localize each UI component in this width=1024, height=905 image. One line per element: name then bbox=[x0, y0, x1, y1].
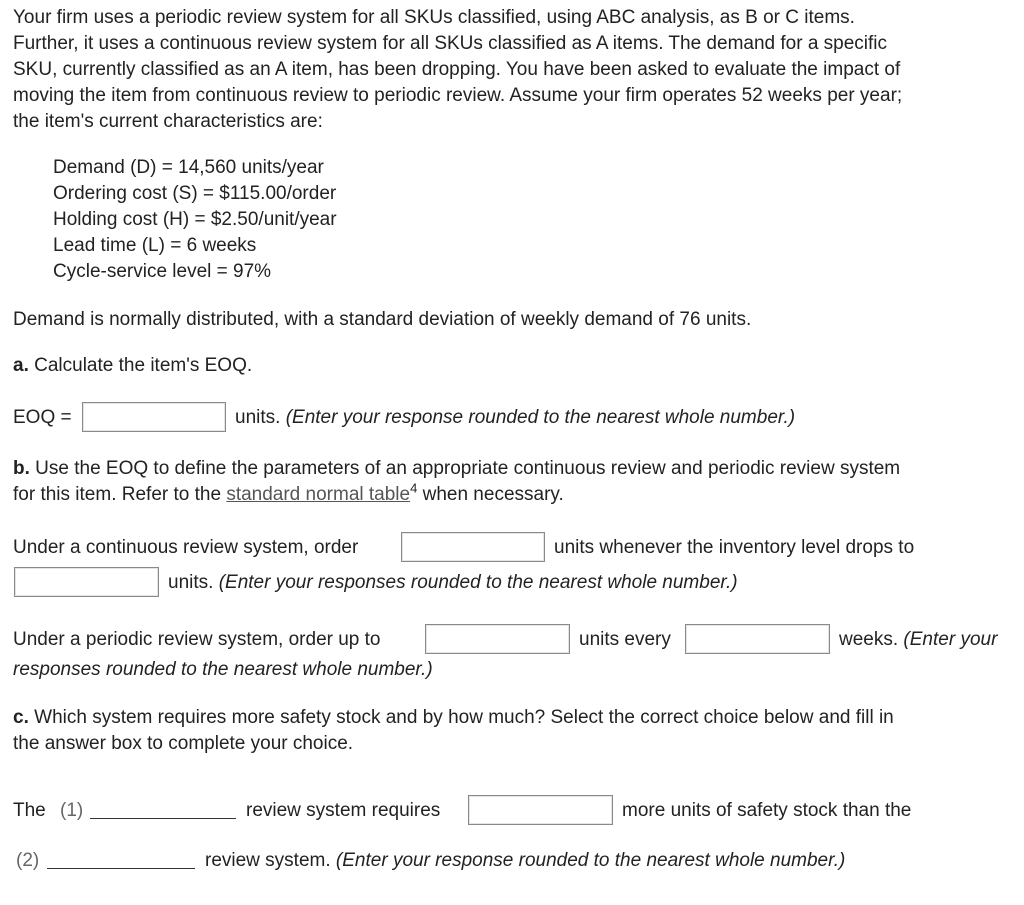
eoq-units-line bbox=[235, 405, 795, 431]
continuous-prefix: Under a continuous review system, order bbox=[13, 537, 359, 558]
param-lead-time: Lead time (L) = 6 weeks bbox=[53, 235, 257, 256]
intro-line: SKU, currently classified as an A item, has been dropping. You have been asked to evaluate the impact of bbox=[13, 59, 901, 80]
intro-line: Further, it uses a continuous review system for all SKUs classified as A items. The demand for a specific bbox=[13, 33, 888, 54]
distribution-text: Demand is normally distributed, with a standard deviation of weekly demand of 76 units. bbox=[13, 309, 752, 330]
part-b-line2-prefix: for this item. Refer to the bbox=[13, 484, 227, 505]
periodic-hint-line2 bbox=[13, 657, 433, 683]
eoq-input[interactable] bbox=[82, 402, 226, 432]
standard-normal-table-link[interactable]: standard normal table bbox=[226, 484, 411, 505]
periodic-hint-1: (Enter your bbox=[903, 629, 998, 650]
review-system-line bbox=[205, 848, 845, 874]
dropdown-2-number: (2) bbox=[16, 850, 40, 871]
system-dropdown-2[interactable] bbox=[47, 868, 195, 869]
part-b-line1: Use the EOQ to define the parameters of an appropriate continuous review and periodic review system bbox=[29, 458, 901, 479]
periodic-suffix: weeks. bbox=[839, 629, 899, 650]
more-units-text: more units of safety stock than the bbox=[622, 800, 912, 821]
part-b-line2 bbox=[13, 482, 564, 508]
periodic-mid: units every bbox=[579, 629, 671, 650]
part-a-question bbox=[13, 353, 252, 379]
review-interval-input[interactable] bbox=[685, 624, 830, 654]
part-c-question bbox=[13, 705, 894, 731]
param-holding-cost: Holding cost (H) = $2.50/unit/year bbox=[53, 209, 337, 230]
part-b-question bbox=[13, 456, 900, 482]
eoq-units-text: units. bbox=[235, 407, 281, 428]
periodic-prefix: Under a periodic review system, order up to bbox=[13, 629, 381, 650]
continuous-units-line bbox=[168, 570, 738, 596]
part-a-text: Calculate the item's EOQ. bbox=[28, 355, 253, 376]
review-system-text: review system. bbox=[205, 850, 331, 871]
param-ordering-cost: Ordering cost (S) = $115.00/order bbox=[53, 183, 337, 204]
part-b-line2-suffix: when necessary. bbox=[417, 484, 564, 505]
eoq-label: EOQ = bbox=[13, 407, 72, 428]
safety-stock-difference-input[interactable] bbox=[468, 795, 613, 825]
param-demand: Demand (D) = 14,560 units/year bbox=[53, 157, 324, 178]
eoq-hint: (Enter your response rounded to the nearest whole number.) bbox=[285, 407, 796, 428]
problem-intro bbox=[13, 5, 1013, 135]
system-dropdown-1[interactable] bbox=[90, 818, 236, 819]
dropdown-1-number: (1) bbox=[60, 800, 84, 821]
part-c-line1: Which system requires more safety stock and by how much? Select the correct choice below and fill in bbox=[28, 707, 894, 728]
order-quantity-input[interactable] bbox=[401, 532, 545, 562]
intro-line: the item's current characteristics are: bbox=[13, 111, 323, 132]
part-c-letter: c. bbox=[13, 707, 29, 728]
intro-line: Your firm uses a periodic review system for all SKUs classified, using ABC analysis, as B or C items. bbox=[13, 7, 855, 28]
reorder-point-input[interactable] bbox=[14, 567, 159, 597]
continuous-hint: (Enter your responses rounded to the nearest whole number.) bbox=[218, 572, 738, 593]
intro-line: moving the item from continuous review to periodic review. Assume your firm operates 52 weeks per year; bbox=[13, 85, 903, 106]
part-c-line2: the answer box to complete your choice. bbox=[13, 733, 354, 754]
requires-text: review system requires bbox=[246, 800, 441, 821]
part-c-hint: (Enter your response rounded to the nearest whole number.) bbox=[335, 850, 846, 871]
continuous-units: units. bbox=[168, 572, 214, 593]
part-a-letter: a. bbox=[13, 355, 29, 376]
target-level-input[interactable] bbox=[425, 624, 570, 654]
param-service-level: Cycle-service level = 97% bbox=[53, 261, 272, 282]
footnote-marker: 4 bbox=[410, 480, 418, 496]
periodic-suffix-line bbox=[839, 627, 997, 653]
part-c-the-text: The bbox=[13, 800, 46, 821]
periodic-hint-2: responses rounded to the nearest whole number.) bbox=[13, 659, 433, 680]
part-b-letter: b. bbox=[13, 458, 30, 479]
continuous-mid: units whenever the inventory level drops to bbox=[554, 537, 915, 558]
